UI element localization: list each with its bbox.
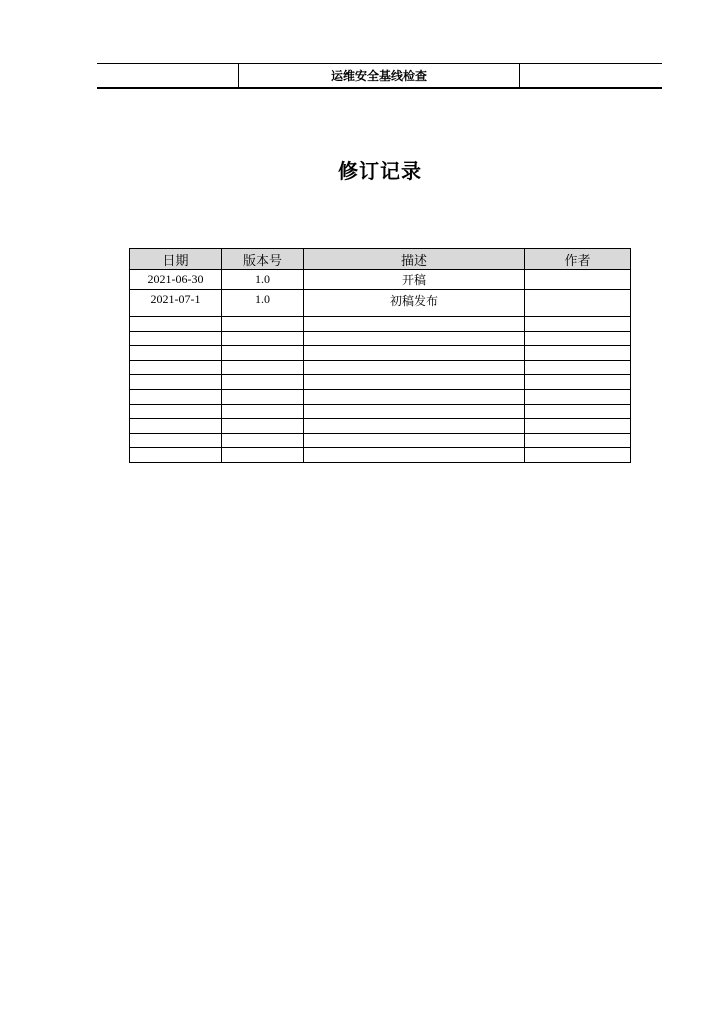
cell-description [304, 389, 525, 404]
column-header-version: 版本号 [222, 249, 304, 270]
table-row-empty [130, 331, 631, 346]
cell-version [222, 317, 304, 332]
cell-description [304, 448, 525, 463]
table-row-empty [130, 448, 631, 463]
cell-author [525, 419, 631, 434]
cell-version [222, 389, 304, 404]
header-right-cell [520, 64, 662, 87]
header-document-title: 运维安全基线检查 [239, 64, 520, 87]
cell-author [525, 317, 631, 332]
table-row-empty [130, 389, 631, 404]
cell-description [304, 433, 525, 448]
column-header-date: 日期 [130, 249, 222, 270]
cell-author [525, 270, 631, 290]
cell-version [222, 360, 304, 375]
table-row [130, 270, 631, 290]
cell-date [130, 448, 222, 463]
cell-author [525, 448, 631, 463]
cell-date [130, 419, 222, 434]
cell-description [304, 346, 525, 361]
header-left-cell [97, 64, 239, 87]
revision-table [129, 248, 631, 463]
cell-version [222, 419, 304, 434]
table-row-empty [130, 419, 631, 434]
table-row-empty [130, 404, 631, 419]
cell-date: 2021-06-30 [130, 270, 222, 290]
page-header [97, 63, 662, 89]
table-row-empty [130, 375, 631, 390]
cell-author [525, 360, 631, 375]
cell-description [304, 375, 525, 390]
cell-author [525, 404, 631, 419]
cell-date: 2021-07-1 [130, 290, 222, 317]
cell-date [130, 375, 222, 390]
cell-version: 1.0 [222, 290, 304, 317]
cell-description [304, 404, 525, 419]
cell-description: 初稿发布 [304, 290, 525, 317]
cell-version [222, 331, 304, 346]
cell-date [130, 404, 222, 419]
cell-author [525, 290, 631, 317]
cell-date [130, 317, 222, 332]
table-header-row [130, 249, 631, 270]
table-row-empty [130, 433, 631, 448]
column-header-author: 作者 [525, 249, 631, 270]
cell-version [222, 448, 304, 463]
cell-description: 开稿 [304, 270, 525, 290]
cell-version: 1.0 [222, 270, 304, 290]
cell-author [525, 331, 631, 346]
cell-version [222, 433, 304, 448]
table-row [130, 290, 631, 317]
cell-date [130, 346, 222, 361]
cell-author [525, 433, 631, 448]
column-header-description: 描述 [304, 249, 525, 270]
cell-version [222, 404, 304, 419]
cell-description [304, 317, 525, 332]
table-row-empty [130, 317, 631, 332]
cell-description [304, 331, 525, 346]
cell-date [130, 331, 222, 346]
cell-author [525, 375, 631, 390]
cell-version [222, 346, 304, 361]
table-row-empty [130, 346, 631, 361]
cell-version [222, 375, 304, 390]
cell-date [130, 360, 222, 375]
page-title: 修订记录 [338, 159, 422, 183]
cell-description [304, 419, 525, 434]
cell-author [525, 389, 631, 404]
cell-date [130, 389, 222, 404]
cell-date [130, 433, 222, 448]
table-row-empty [130, 360, 631, 375]
cell-description [304, 360, 525, 375]
cell-author [525, 346, 631, 361]
